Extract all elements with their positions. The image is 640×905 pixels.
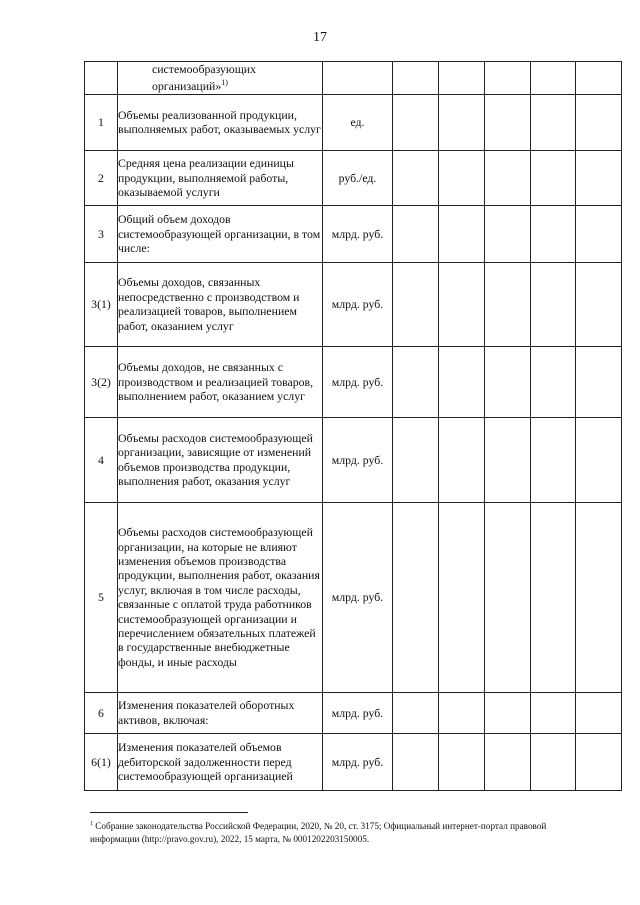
value-cell (576, 692, 622, 733)
value-cell (576, 150, 622, 205)
value-cell (531, 733, 576, 790)
value-cell (531, 262, 576, 346)
footnote-text: Собрание законодательства Российской Федерации, 2020, № 20, ст. 3175; Официальный интернет-портал правовой информации (http://pravo.gov.ru), 2022, 15 марта, № 0001202203150005. (90, 821, 547, 844)
unit-cell: ед. (323, 94, 393, 150)
value-cell (393, 417, 439, 502)
value-cell (485, 62, 531, 95)
table-row (85, 733, 622, 790)
unit-cell: млрд. руб. (323, 262, 393, 346)
table-row (85, 150, 622, 205)
row-number: 3(2) (85, 346, 118, 417)
value-cell (393, 150, 439, 205)
unit-cell: руб./ед. (323, 150, 393, 205)
value-cell (576, 346, 622, 417)
indicators-table (84, 61, 622, 791)
unit-cell: млрд. руб. (323, 502, 393, 692)
value-cell (439, 205, 485, 262)
value-cell (439, 62, 485, 95)
indicator-name: Объемы реализованной продукции, выполняемых работ, оказываемых услуг (118, 94, 323, 150)
unit-cell: млрд. руб. (323, 692, 393, 733)
table-body (85, 62, 622, 791)
value-cell (531, 205, 576, 262)
indicator-name: Объемы расходов системообразующей организации, на которые не влияют изменения объемов производства продукции, выполнения работ, оказания услуг, включая в том числе расходы, связанные с оплатой труда работников системообразующей организации и перечислением обязательных платежей в государственные внебюджетные фонды, и иные расходы (118, 502, 323, 692)
value-cell (485, 150, 531, 205)
indicator-name: Общий объем доходов системообразующей организации, в том числе: (118, 205, 323, 262)
value-cell (393, 502, 439, 692)
value-cell (576, 94, 622, 150)
value-cell (485, 205, 531, 262)
footnote (90, 818, 590, 845)
unit-cell (323, 62, 393, 95)
indicator-name: Изменения показателей оборотных активов, включая: (118, 692, 323, 733)
value-cell (485, 417, 531, 502)
table-row (85, 417, 622, 502)
unit-cell: млрд. руб. (323, 417, 393, 502)
unit-cell: млрд. руб. (323, 733, 393, 790)
row-number: 6 (85, 692, 118, 733)
indicator-name: Средняя цена реализации единицы продукции, выполняемой работы, оказываемой услуги (118, 150, 323, 205)
value-cell (531, 94, 576, 150)
footnote-divider (90, 812, 248, 813)
value-cell (531, 692, 576, 733)
row-number: 3(1) (85, 262, 118, 346)
value-cell (393, 733, 439, 790)
value-cell (439, 502, 485, 692)
value-cell (576, 417, 622, 502)
indicator-name: системообразующих организаций»$^{1)}$ (118, 62, 323, 95)
value-cell (439, 150, 485, 205)
row-number: 5 (85, 502, 118, 692)
value-cell (576, 502, 622, 692)
value-cell (485, 502, 531, 692)
value-cell (439, 346, 485, 417)
value-cell (439, 733, 485, 790)
page-number: 17 (313, 30, 327, 45)
row-number: 1 (85, 94, 118, 150)
indicator-name: Объемы расходов системообразующей организации, зависящие от изменений объемов производства продукции, выполнения работ, оказания услуг (118, 417, 323, 502)
value-cell (531, 346, 576, 417)
value-cell (485, 262, 531, 346)
value-cell (531, 62, 576, 95)
value-cell (393, 692, 439, 733)
footnote-marker: 1 (90, 821, 93, 827)
unit-cell: млрд. руб. (323, 346, 393, 417)
table-row (85, 692, 622, 733)
value-cell (485, 94, 531, 150)
row-number (85, 62, 118, 95)
row-number: 4 (85, 417, 118, 502)
table-row (85, 346, 622, 417)
value-cell (439, 417, 485, 502)
row-number: 6(1) (85, 733, 118, 790)
value-cell (576, 262, 622, 346)
value-cell (531, 502, 576, 692)
value-cell (485, 692, 531, 733)
value-cell (485, 346, 531, 417)
value-cell (485, 733, 531, 790)
value-cell (393, 262, 439, 346)
value-cell (393, 62, 439, 95)
table-row (85, 502, 622, 692)
indicator-name: Объемы доходов, не связанных с производством и реализацией товаров, выполнением работ, оказанием услуг (118, 346, 323, 417)
table-row (85, 262, 622, 346)
value-cell (439, 94, 485, 150)
unit-cell: млрд. руб. (323, 205, 393, 262)
value-cell (576, 62, 622, 95)
indicator-name: Объемы доходов, связанных непосредственно с производством и реализацией товаров, выполнением работ, оказанием услуг (118, 262, 323, 346)
row-number: 3 (85, 205, 118, 262)
value-cell (439, 692, 485, 733)
value-cell (393, 346, 439, 417)
row-number: 2 (85, 150, 118, 205)
table-row (85, 94, 622, 150)
value-cell (393, 205, 439, 262)
indicator-name: Изменения показателей объемов дебиторской задолженности перед системообразующей организацией (118, 733, 323, 790)
value-cell (531, 150, 576, 205)
value-cell (531, 417, 576, 502)
value-cell (439, 262, 485, 346)
footnote-marker: 1) (221, 78, 228, 88)
value-cell (576, 733, 622, 790)
value-cell (576, 205, 622, 262)
table-row (85, 205, 622, 262)
value-cell (393, 94, 439, 150)
table-row-continuation (85, 62, 622, 95)
